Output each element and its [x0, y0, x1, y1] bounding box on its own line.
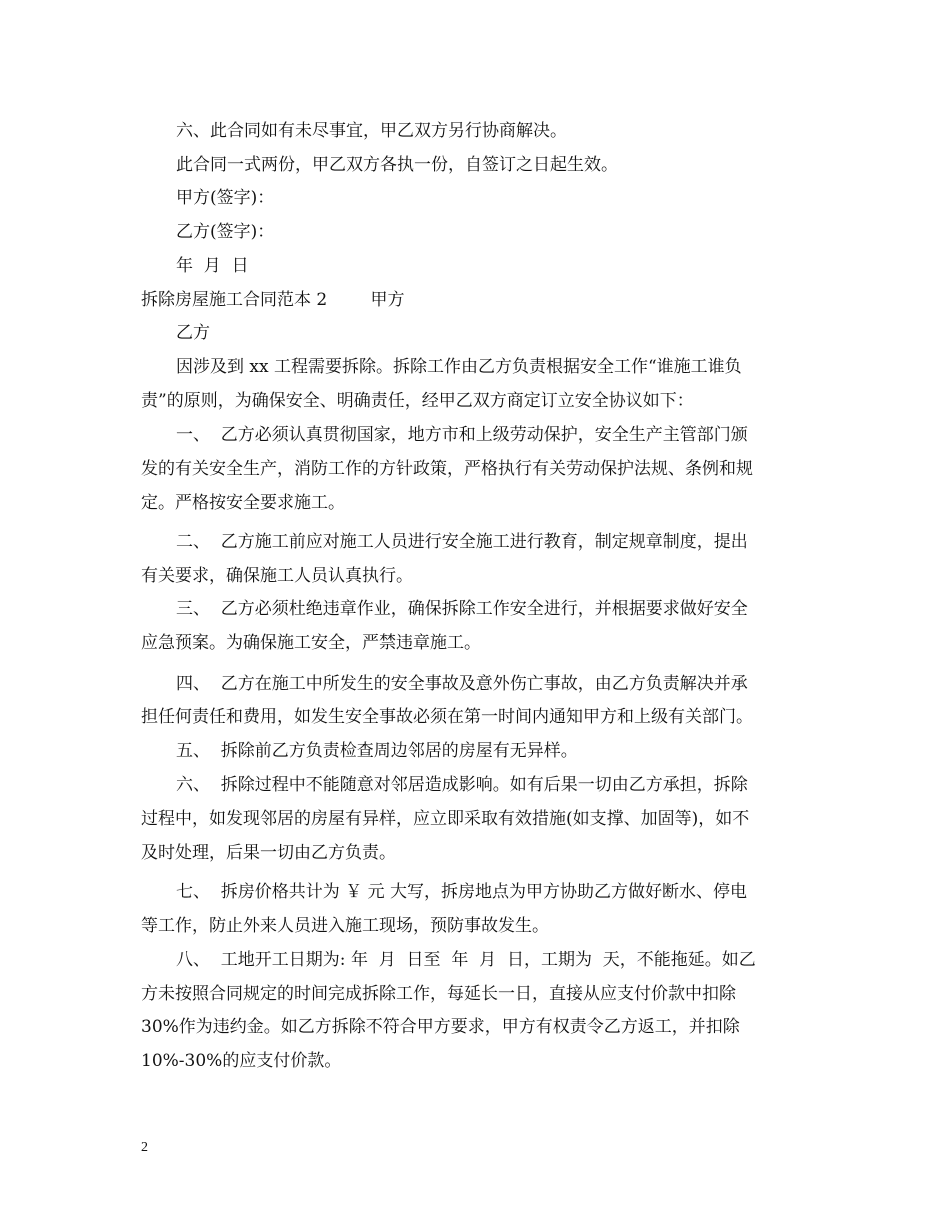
- signature-line-party-b: 乙方(签字)：: [176, 222, 275, 242]
- paragraph-line: 责”的原则，为确保安全、明确责任，经甲乙双方商定订立安全协议如下：: [141, 391, 694, 411]
- paragraph-line: 因涉及到 xx 工程需要拆除。拆除工作由乙方负责根据安全工作“谁施工谁负: [176, 357, 742, 377]
- clause-2: 二、 乙方施工前应对施工人员进行安全施工进行教育，制定规章制度，提出: [176, 532, 748, 552]
- paragraph-line: 30%作为违约金。如乙方拆除不符合甲方要求，甲方有权责令乙方返工，并扣除: [141, 1017, 740, 1037]
- clause-3: 三、 乙方必须杜绝违章作业，确保拆除工作安全进行，并根据要求做好安全: [176, 599, 748, 619]
- clause-4: 四、 乙方在施工中所发生的安全事故及意外伤亡事故，由乙方负责解决并承: [176, 674, 748, 694]
- date-line: 年 月 日: [176, 256, 249, 276]
- section-title: 拆除房屋施工合同范本 2 甲方: [141, 290, 405, 310]
- paragraph-line: 过程中，如发现邻居的房屋有异样，应立即采取有效措施(如支撑、加固等)，如不: [141, 809, 750, 829]
- paragraph-line: 担任何责任和费用，如发生安全事故必须在第一时间内通知甲方和上级有关部门。: [141, 707, 753, 727]
- paragraph-line: 定。严格按安全要求施工。: [141, 493, 345, 513]
- signature-line-party-a: 甲方(签字)：: [176, 188, 275, 208]
- paragraph-line: 及时处理，后果一切由乙方负责。: [141, 843, 396, 863]
- page-number: 2: [141, 1140, 148, 1155]
- paragraph-line: 有关要求，确保施工人员认真执行。: [141, 566, 413, 586]
- clause-8: 八、 工地开工日期为: 年 月 日至 年 月 日，工期为 天，不能拖延。如乙: [176, 950, 756, 970]
- clause-7: 七、 拆房价格共计为 ￥ 元 大写，拆房地点为甲方协助乙方做好断水、停电: [176, 882, 748, 902]
- clause-5: 五、 拆除前乙方负责检查周边邻居的房屋有无异样。: [176, 741, 578, 761]
- clause-6: 六、 拆除过程中不能随意对邻居造成影响。如有后果一切由乙方承担，拆除: [176, 775, 748, 795]
- paragraph-line: 六、此合同如有未尽事宜，甲乙双方另行协商解决。: [176, 121, 567, 141]
- paragraph-line: 乙方: [176, 323, 210, 343]
- paragraph-line: 发的有关安全生产，消防工作的方针政策，严格执行有关劳动保护法规、条例和规: [141, 459, 753, 479]
- paragraph-line: 应急预案。为确保施工安全，严禁违章施工。: [141, 633, 481, 653]
- paragraph-line: 此合同一式两份，甲乙双方各执一份，自签订之日起生效。: [176, 155, 618, 175]
- paragraph-line: 10%-30%的应支付价款。: [141, 1051, 342, 1071]
- paragraph-line: 等工作，防止外来人员进入施工现场，预防事故发生。: [141, 916, 549, 936]
- paragraph-line: 方未按照合同规定的时间完成拆除工作，每延长一日，直接从应支付价款中扣除: [141, 984, 736, 1004]
- clause-1: 一、 乙方必须认真贯彻国家，地方市和上级劳动保护，安全生产主管部门颁: [176, 425, 748, 445]
